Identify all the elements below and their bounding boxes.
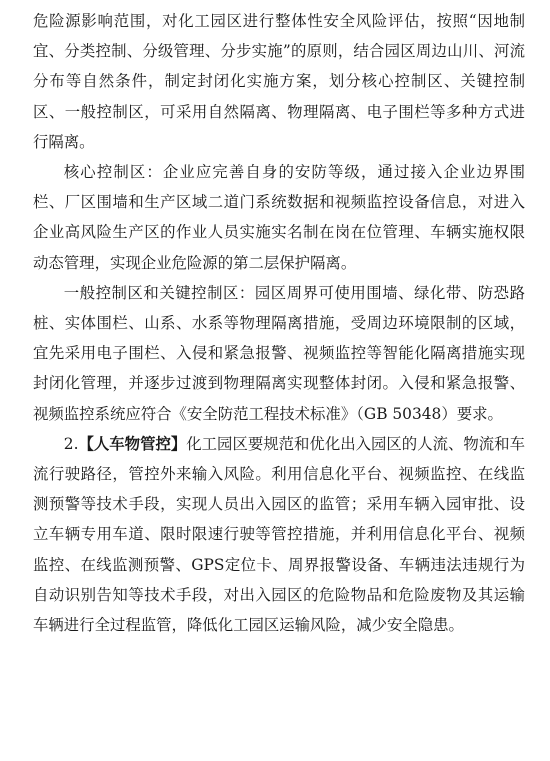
paragraph-general-key-control-zone bbox=[33, 278, 525, 429]
document-body bbox=[33, 6, 525, 640]
paragraph-risk-assessment bbox=[33, 6, 525, 157]
paragraph-core-control-zone bbox=[33, 157, 525, 278]
paragraph-text: 一般控制区和关键控制区：园区周界可使用围墙、绿化带、防恐路桩、实体围栏、山系、水系等物理隔离措施，受周边环境限制的区域，宜先采用电子围栏、入侵和紧急报警、视频监控等智能化隔离措施实现封闭化管理，并逐步过渡到物理隔离实现整体封闭。入侵和紧急报警、视频监控系统应符合《安全防范工程技术标准》（GB 50348）要求。 bbox=[33, 283, 525, 423]
paragraph-people-vehicle-goods-control bbox=[33, 429, 525, 640]
paragraph-text: 化工园区要规范和优化出入园区的人流、物流和车流行驶路径，管控外来输入风险。利用信息化平台、视频监控、在线监测预警等技术手段，实现人员出入园区的监管；采用车辆入园审批、设立车辆专用车道、限时限速行驶等管控措施，并利用信息化平台、视频监控、在线监测预警、GPS定位卡、周界报警设备、车辆违法违规行为自动识别告知等技术手段，对出入园区的危险物品和危险废物及其运输车辆进行全过程监管，降低化工园区运输风险，减少安全隐患。 bbox=[33, 434, 525, 635]
section-number: 2. bbox=[63, 434, 79, 453]
section-heading: 【人车物管控】 bbox=[78, 434, 187, 453]
paragraph-text: 核心控制区：企业应完善自身的安防等级，通过接入企业边界围栏、厂区围墙和生产区域二道门系统数据和视频监控设备信息，对进入企业高风险生产区的作业人员实施实名制在岗在位管理、车辆实施权限动态管理，实现企业危险源的第二层保护隔离。 bbox=[33, 163, 525, 272]
paragraph-text: 危险源影响范围，对化工园区进行整体性安全风险评估，按照“因地制宜、分类控制、分级管理、分步实施”的原则，结合园区周边山川、河流分布等自然条件，制定封闭化实施方案，划分核心控制区、关键控制区、一般控制区，可采用自然隔离、物理隔离、电子围栏等多种方式进行隔离。 bbox=[33, 12, 525, 151]
